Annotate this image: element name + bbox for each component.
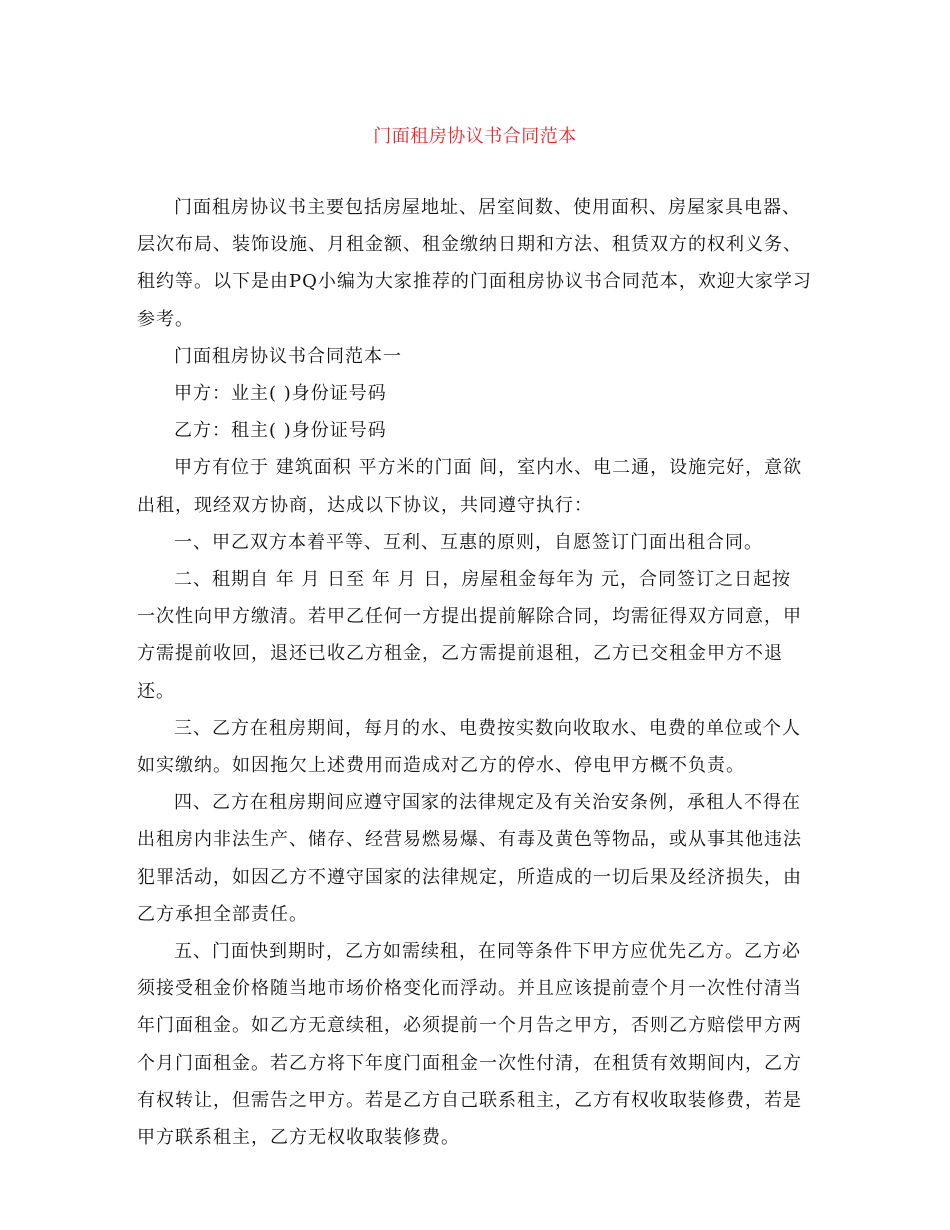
section-heading: 门面租房协议书合同范本一: [174, 345, 402, 367]
clause-1: 一、甲乙双方本着平等、互利、互惠的原则，自愿签订门面出租合同。: [174, 531, 763, 553]
clause-4: 四、乙方在租房期间应遵守国家的法律规定及有关治安条例，承租人不得在出租房内非法生产、储存、经营易燃易爆、有毒及黄色等物品，或从事其他违法犯罪活动，如因乙方不遵守国家的法律规定，所造成的一切后果及经济损失，由乙方承担全部责任。: [137, 792, 802, 925]
clause-3: 三、乙方在租房期间，每月的水、电费按实数向收取水、电费的单位或个人如实缴纳。如因拖欠上述费用而造成对乙方的停水、停电甲方概不负责。: [137, 717, 801, 777]
document-title: 门面租房协议书合同范本: [373, 126, 577, 147]
clause-5: 五、门面快到期时，乙方如需续租，在同等条件下甲方应优先乙方。乙方必须接受租金价格随当地市场价格变化而浮动。并且应该提前壹个月一次性付清当年门面租金。如乙方无意续租，必须提前一个月告之甲方，否则乙方赔偿甲方两个月门面租金。若乙方将下年度门面租金一次性付清，在租赁有效期间内，乙方有权转让，但需告之甲方。若是乙方自己联系租主，乙方有权收取装修费，若是甲方联系租主，乙方无权收取装修费。: [137, 941, 802, 1149]
party-b-line: 乙方：租主( )身份证号码: [174, 420, 387, 442]
document-body: [137, 189, 813, 1156]
premises-paragraph: 甲方有位于 建筑面积 平方米的门面 间，室内水、电二通，设施完好，意欲出租，现经双方协商，达成以下协议，共同遵守执行：: [137, 457, 803, 516]
intro-paragraph: 门面租房协议书主要包括房屋地址、居室间数、使用面积、房屋家具电器、层次布局、装饰设施、月租金额、租金缴纳日期和方法、租赁双方的权利义务、租约等。以下是由PQ小编为大家推荐的门面租房协议书合同范本，欢迎大家学习参考。: [137, 197, 812, 330]
clause-2: 二、租期自 年 月 日至 年 月 日，房屋租金每年为 元，合同签订之日起按 一次性向甲方缴清。若甲乙任何一方提出提前解除合同，均需征得双方同意，甲方需提前收回，退还已收乙方租金，乙方需提前退租，乙方已交租金甲方不退还。: [137, 569, 802, 702]
party-a-line: 甲方：业主( )身份证号码: [174, 383, 387, 405]
